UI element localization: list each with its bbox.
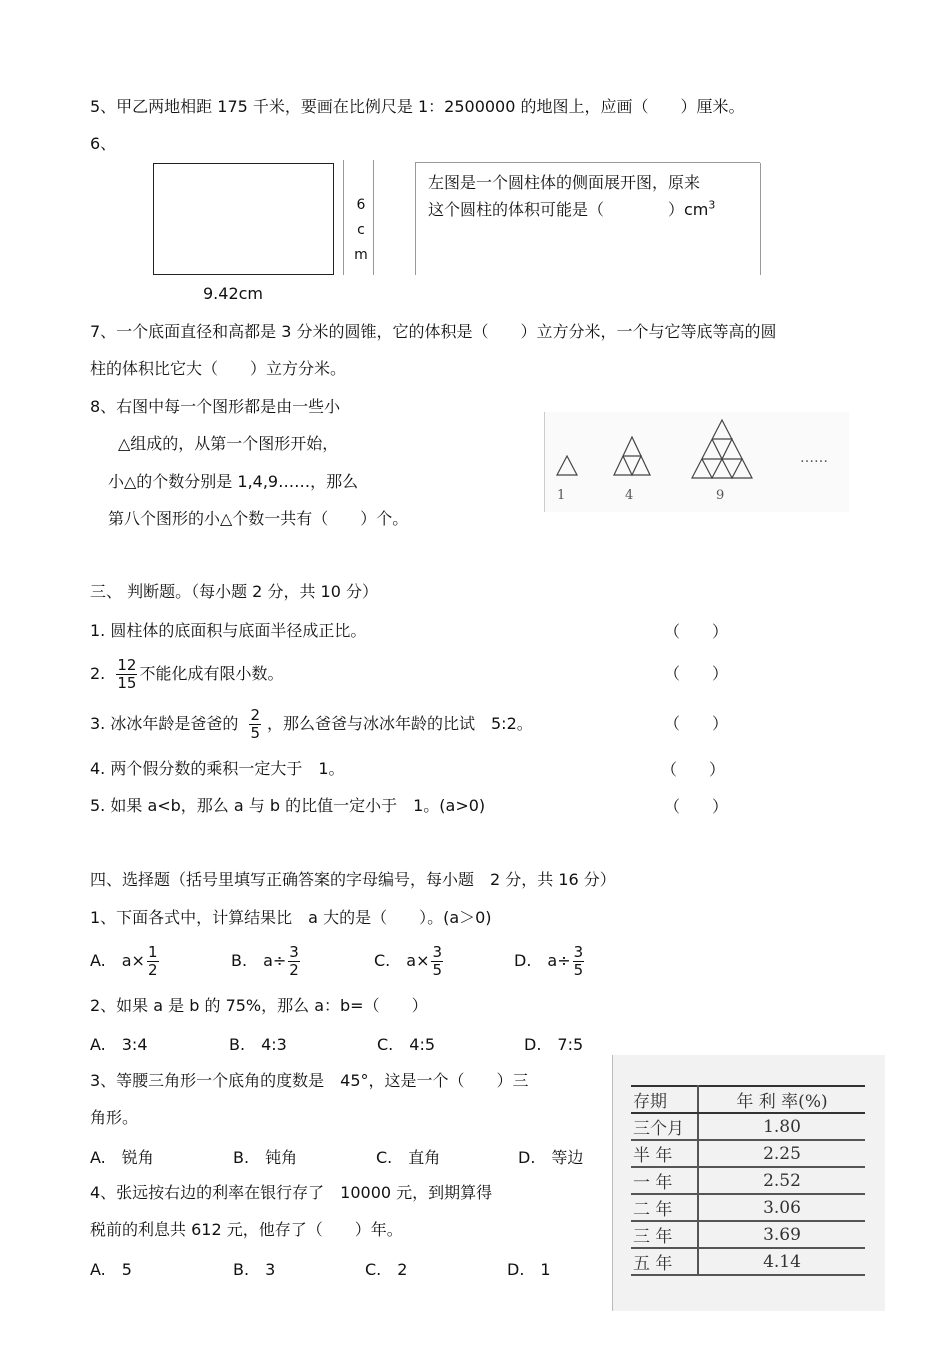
fraction-numerator: 1 — [147, 943, 158, 961]
fraction — [431, 944, 443, 979]
choice-1-option-c — [374, 941, 445, 981]
table-cell-term: 二 年 — [631, 1194, 698, 1221]
section-4-title: 四、选择题（括号里填写正确答案的字母编号，每小题 2 分，共 16 分） — [90, 870, 616, 889]
divider-left — [343, 160, 344, 275]
table-row — [631, 1113, 865, 1140]
table-header-rate: 年 利 率(%) — [698, 1086, 865, 1113]
text-box-left-border — [415, 163, 416, 275]
question-8-line3: 小△的个数分别是 1,4,9……，那么 — [108, 472, 359, 491]
choice-1-option-b — [231, 941, 302, 981]
choice-4-line2: 税前的利息共 612 元，他存了（ ）年。 — [90, 1220, 403, 1239]
fraction-denominator: 15 — [117, 674, 137, 692]
fraction-denominator: 5 — [432, 961, 443, 979]
choice-3-option-b: B. 钝角 — [233, 1148, 298, 1167]
unrolled-rectangle — [153, 163, 334, 275]
table-row — [631, 1194, 865, 1221]
table-cell-term: 三 年 — [631, 1221, 698, 1248]
table-cell-term: 半 年 — [631, 1140, 698, 1167]
choice-3-line1: 3、等腰三角形一个底角的度数是 45°，这是一个（ ）三 — [90, 1071, 529, 1090]
choice-2-option-c: C. 4:5 — [377, 1035, 436, 1054]
choice-2-option-b: B. 4:3 — [229, 1035, 287, 1054]
height-label — [352, 193, 370, 268]
table-header-term: 存期 — [631, 1086, 698, 1113]
choice-3-option-a: A. 锐角 — [90, 1148, 154, 1167]
judge-item-2 — [90, 652, 283, 696]
fraction-numerator: 3 — [573, 943, 584, 961]
triangle-1 — [557, 456, 577, 475]
table-cell-rate: 4.14 — [698, 1248, 865, 1275]
judge-answer-3: （ ） — [664, 714, 729, 733]
fraction — [288, 944, 300, 979]
judge-answer-1: （ ） — [664, 622, 729, 641]
choice-3-line2: 角形。 — [90, 1108, 139, 1127]
triangle-pattern-figure — [544, 412, 849, 512]
table-cell-term: 三个月 — [631, 1113, 698, 1140]
triangle-9-inner-bottom — [702, 459, 742, 478]
fraction — [116, 657, 137, 692]
question-6-text-line1: 左图是一个圆柱体的侧面展开图，原来 — [428, 173, 701, 192]
question-8-line4: 第八个图形的小△个数一共有（ ）个。 — [108, 509, 409, 528]
judge-item-2-prefix: 2. — [90, 664, 111, 683]
triangle-4-inner — [623, 456, 641, 475]
figure-label-9: 9 — [716, 488, 725, 503]
height-label-char: m — [354, 247, 368, 263]
choice-3-option-d: D. 等边 — [518, 1148, 584, 1167]
table-header-row — [631, 1086, 865, 1113]
table-row — [631, 1167, 865, 1194]
figure-label-4: 4 — [625, 488, 634, 503]
judge-item-3-prefix: 3. 冰冰年龄是爸爸的 — [90, 714, 244, 733]
table-cell-rate: 3.69 — [698, 1221, 865, 1248]
fraction-numerator: 12 — [117, 656, 137, 674]
fraction-denominator: 5 — [250, 724, 260, 742]
choice-2-option-a: A. 3:4 — [90, 1035, 148, 1054]
judge-item-3 — [90, 702, 533, 746]
question-5: 5、甲乙两地相距 175 千米，要画在比例尺是 1：2500000 的地图上，应画（ ）厘米。 — [90, 97, 745, 116]
question-8-line1: 8、右图中每一个图形都是由一些小 — [90, 397, 341, 416]
choice-1-option-d — [514, 941, 586, 981]
table-row — [631, 1248, 865, 1275]
choice-4-option-d: D. 1 — [507, 1260, 551, 1279]
interest-rate-table — [612, 1055, 885, 1311]
fraction-denominator: 2 — [147, 961, 158, 979]
text-box-top-border — [415, 162, 760, 163]
choice-3-option-c: C. 直角 — [376, 1148, 441, 1167]
width-label: 9.42cm — [203, 284, 264, 303]
figure-ellipsis: …… — [800, 450, 828, 466]
question-6-number: 6、 — [90, 134, 117, 153]
question-7-line2: 柱的体积比它大（ ）立方分米。 — [90, 359, 347, 378]
fraction — [249, 707, 261, 742]
question-6-text-line2-main: 这个圆柱的体积可能是（ ）cm — [428, 200, 709, 219]
table-row — [631, 1221, 865, 1248]
table-cell-rate: 3.06 — [698, 1194, 865, 1221]
judge-item-2-suffix: 不能化成有限小数。 — [139, 664, 284, 683]
section-3-title: 三、 判断题。（每小题 2 分，共 10 分） — [90, 582, 378, 601]
judge-answer-4: （ ） — [661, 760, 726, 779]
judge-item-3-suffix: ，那么爸爸与冰冰年龄的比试 5:2。 — [267, 714, 533, 733]
table-row — [631, 1140, 865, 1167]
fraction-denominator: 5 — [573, 961, 584, 979]
table-cell-rate: 2.25 — [698, 1140, 865, 1167]
judge-answer-5: （ ） — [664, 797, 729, 816]
triangle-9-outer — [692, 420, 752, 478]
choice-2-stem: 2、如果 a 是 b 的 75%，那么 a：b=（ ） — [90, 996, 428, 1015]
fraction-numerator: 3 — [289, 943, 299, 961]
choice-4-option-b: B. 3 — [233, 1260, 276, 1279]
option-label: B. a÷ — [231, 951, 287, 970]
interest-rate-grid — [631, 1085, 865, 1276]
choice-4-option-c: C. 2 — [365, 1260, 408, 1279]
judge-answer-2: （ ） — [664, 664, 729, 683]
height-label-char: c — [357, 222, 365, 238]
triangle-figure-svg — [545, 412, 849, 512]
question-8-line2: △组成的，从第一个图形开始， — [118, 434, 339, 453]
option-label: D. a÷ — [514, 951, 571, 970]
table-cell-rate: 2.52 — [698, 1167, 865, 1194]
cube-superscript: 3 — [708, 198, 716, 212]
judge-item-1: 1. 圆柱体的底面积与底面半径成正比。 — [90, 621, 367, 640]
fraction — [573, 944, 585, 979]
fraction-numerator: 2 — [250, 706, 260, 724]
option-label: A. a× — [90, 951, 145, 970]
fraction-denominator: 2 — [289, 961, 299, 979]
choice-1-option-a — [90, 941, 161, 981]
judge-item-4: 4. 两个假分数的乘积一定大于 1。 — [90, 759, 345, 778]
figure-label-1: 1 — [557, 488, 566, 503]
choice-4-option-a: A. 5 — [90, 1260, 132, 1279]
choice-2-option-d: D. 7:5 — [524, 1035, 584, 1054]
option-label: C. a× — [374, 951, 430, 970]
question-6-text-line2 — [428, 197, 715, 220]
table-cell-rate: 1.80 — [698, 1113, 865, 1140]
text-box-right-border — [760, 163, 761, 275]
divider-right — [373, 160, 374, 275]
fraction-numerator: 3 — [432, 943, 443, 961]
height-label-char: 6 — [356, 197, 366, 213]
choice-1-stem: 1、下面各式中，计算结果比 a 大的是（ ）。(a＞0) — [90, 908, 492, 927]
table-cell-term: 五 年 — [631, 1248, 698, 1275]
triangle-9-inner-top — [712, 439, 732, 459]
fraction — [147, 944, 159, 979]
table-cell-term: 一 年 — [631, 1167, 698, 1194]
judge-item-5: 5. 如果 a<b，那么 a 与 b 的比值一定小于 1。(a>0) — [90, 796, 486, 815]
question-7-line1: 7、一个底面直径和高都是 3 分米的圆锥，它的体积是（ ）立方分米，一个与它等底等高的圆 — [90, 322, 777, 341]
choice-4-line1: 4、张远按右边的利率在银行存了 10000 元，到期算得 — [90, 1183, 493, 1202]
